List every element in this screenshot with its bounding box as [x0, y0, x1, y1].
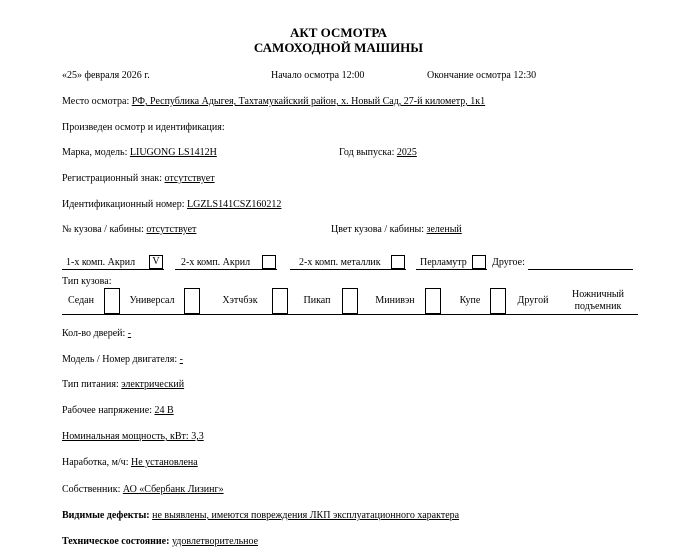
place-value: РФ, Республика Адыгея, Тахтамукайский район, х. Новый Сад, 27-й километр, 1к1: [131, 96, 486, 107]
place-row: [62, 96, 485, 108]
doc-title-line1: АКТ ОСМОТРА: [289, 25, 388, 40]
voltage-label: Рабочее напряжение:: [62, 405, 155, 416]
condition-label: Техническое состояние:: [62, 536, 172, 547]
body-no-row: [62, 224, 196, 236]
body-type-label: Тип кузова:: [62, 276, 112, 287]
inspection-start: Начало осмотра 12:00: [271, 70, 365, 81]
rated-power: Номинальная мощность, кВт: 3,3: [62, 431, 204, 442]
paint-other-label: Другое:: [492, 257, 525, 268]
paint-other-line[interactable]: [528, 269, 633, 270]
paint-opt2-underline: [175, 269, 277, 270]
reg-sign-label: Регистрационный знак:: [62, 173, 165, 184]
owner-label: Собственник:: [62, 484, 123, 495]
paint-opt1-checkbox[interactable]: V: [149, 255, 163, 269]
voltage-row: [62, 405, 174, 417]
body-color-value: зеленый: [426, 224, 462, 235]
body-no-label: № кузова / кабины:: [62, 224, 147, 235]
year-label: Год выпуска:: [339, 147, 397, 158]
power-type-value: электрический: [121, 379, 185, 390]
make-model-label: Марка, модель:: [62, 147, 130, 158]
body-color-row: [331, 224, 462, 236]
engine-row: [62, 354, 183, 366]
vin-row: [62, 199, 281, 211]
vin-value: LGZLS141CSZ160212: [186, 199, 282, 210]
body-color-label: Цвет кузова / кабины:: [331, 224, 427, 235]
paint-opt4-checkbox[interactable]: [472, 255, 486, 269]
paint-opt3-checkbox[interactable]: [391, 255, 405, 269]
inspection-note: Произведен осмотр и идентификация:: [62, 122, 225, 133]
owner-value: АО «Сбербанк Лизинг»: [122, 484, 224, 495]
paint-opt2-checkbox[interactable]: [262, 255, 276, 269]
body-type-scissor-lift-line2: подъемник: [574, 301, 622, 312]
inspection-date: «25» февраля 2026 г.: [62, 70, 150, 81]
doc-title-line2: САМОХОДНОЙ МАШИНЫ: [253, 40, 424, 55]
make-model-row: [62, 147, 217, 159]
paint-opt4-label: Перламутр: [420, 257, 467, 268]
body-type-pickup-checkbox[interactable]: [342, 288, 358, 314]
hours-label: Наработка, м/ч:: [62, 457, 131, 468]
body-type-hatchback-checkbox[interactable]: [272, 288, 288, 314]
condition-value: удовлетворительное: [171, 536, 259, 547]
paint-opt4-underline: [416, 269, 487, 270]
body-type-coupe-checkbox[interactable]: [490, 288, 506, 314]
doors-label: Кол-во дверей:: [62, 328, 128, 339]
year-value: 2025: [396, 147, 417, 158]
body-type-minivan-checkbox[interactable]: [425, 288, 441, 314]
body-type-other: Другой: [517, 295, 549, 306]
body-no-value: отсутствует: [146, 224, 197, 235]
defects-value: не выявлены, имеются повреждения ЛКП эксплуатационного характера: [152, 510, 460, 521]
body-type-pickup: Пикап: [303, 295, 331, 306]
place-label: Место осмотра:: [62, 96, 132, 107]
hours-row: [62, 457, 198, 469]
reg-sign-row: [62, 173, 215, 185]
body-type-minivan: Минивэн: [375, 295, 415, 306]
defects-label: Видимые дефекты:: [62, 510, 153, 521]
body-type-sedan: Седан: [68, 295, 94, 306]
paint-opt2-label: 2-х комп. Акрил: [181, 257, 251, 268]
engine-label: Модель / Номер двигателя:: [62, 354, 180, 365]
reg-sign-value: отсутствует: [164, 173, 215, 184]
owner-row: [62, 484, 224, 496]
doors-row: [62, 328, 131, 340]
vin-label: Идентификационный номер:: [62, 199, 187, 210]
body-type-sedan-checkbox[interactable]: [104, 288, 120, 314]
make-model-value: LIUGONG LS1412H: [129, 147, 217, 158]
body-type-wagon-checkbox[interactable]: [184, 288, 200, 314]
year-row: [339, 147, 417, 159]
body-type-hatchback: Хэтчбэк: [222, 295, 258, 306]
power-type-label: Тип питания:: [62, 379, 122, 390]
body-type-baseline: [62, 314, 638, 315]
power-type-row: [62, 379, 184, 391]
body-type-wagon: Универсал: [129, 295, 175, 306]
paint-opt1-label: 1-х комп. Акрил: [66, 257, 136, 268]
paint-opt3-underline: [290, 269, 406, 270]
voltage-value: 24 В: [154, 405, 174, 416]
paint-opt1-underline: [62, 269, 164, 270]
doors-value: -: [127, 328, 132, 339]
inspection-end: Окончание осмотра 12:30: [427, 70, 537, 81]
condition-row: [62, 536, 258, 548]
engine-value: -: [179, 354, 183, 365]
body-type-scissor-lift-line1: Ножничный: [571, 289, 625, 300]
defects-row: [62, 510, 459, 522]
hours-value: Не установлена: [130, 457, 198, 468]
paint-opt3-label: 2-х комп. металлик: [299, 257, 381, 268]
body-type-coupe: Купе: [459, 295, 481, 306]
